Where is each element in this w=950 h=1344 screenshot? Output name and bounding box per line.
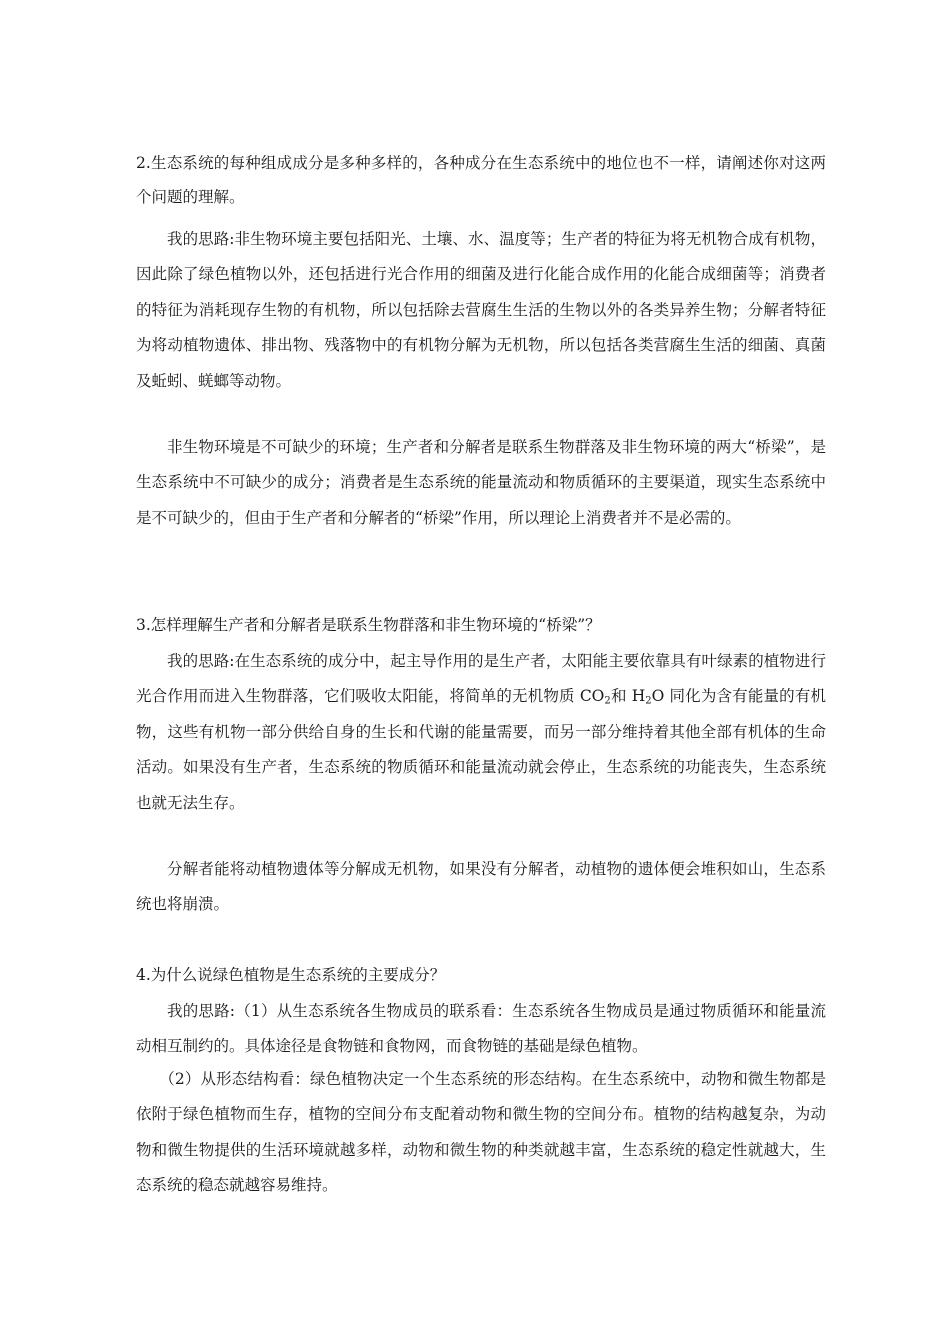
question-4-answer-paragraph-2: （2）从形态结构看：绿色植物决定一个生态系统的形态结构。在生态系统中，动物和微生物都是依附于绿色植物而生存，植物的空间分布支配着动物和微生物的空间分布。植物的结构越复杂，为动物和微生物提供的生活环境就越多样，动物和微生物的种类就越丰富，生态系统的稳定性就越大，生态系统的稳态就越容易维持。 [136, 1070, 826, 1195]
question-3-answer-paragraph-1 [136, 644, 826, 821]
question-2-title: 2.生态系统的每种组成成分是多种多样的，各种成分在生态系统中的地位也不一样，请阐述你对这两个问题的理解。 [136, 154, 826, 206]
q3-p1-text-before: 我的思路:在生态系统的成分中，起主导作用的是生产者，太阳能主要依靠具有叶绿素的植物进行光合作用而进入生物群落，它们吸收太阳能，将简单的无机物质 CO [136, 652, 826, 706]
question-4-title: 4.为什么说绿色植物是生态系统的主要成分？ [136, 966, 446, 984]
question-2-answer-paragraph-2: 非生物环境是不可缺少的环境；生产者和分解者是联系生物群落及非生物环境的两大“桥梁”，是生态系统中不可缺少的成分；消费者是生态系统的能量流动和物质循环的主要渠道，现实生态系统中是不可缺少的，但由于生产者和分解者的“桥梁”作用，所以理论上消费者并不是必需的。 [136, 438, 826, 527]
question-3-title: 3.怎样理解生产者和分解者是联系生物群落和非生物环境的“桥梁”？ [136, 616, 601, 634]
question-2-answer-paragraph-1: 我的思路:非生物环境主要包括阳光、土壤、水、温度等；生产者的特征为将无机物合成有机物，因此除了绿色植物以外，还包括进行光合作用的细菌及进行化能合成作用的化能合成细菌等；消费者的特征为消耗现存生物的有机物，所以包括除去营腐生生活的生物以外的各类异养生物；分解者特征为将动植物遗体、排出物、残落物中的有机物分解为无机物，所以包括各类营腐生生活的细菌、真菌及蚯蚓、蜣螂等动物。 [136, 230, 826, 390]
question-3-answer-paragraph-2: 分解者能将动植物遗体等分解成无机物，如果没有分解者，动植物的遗体便会堆积如山，生态系统也将崩溃。 [136, 860, 826, 914]
co2-subscript: 2 [604, 695, 611, 707]
q3-p1-text-mid: 和 H [610, 687, 646, 706]
h2o-subscript: 2 [645, 695, 652, 707]
q3-p1-text-after: O 同化为含有能量的有机物，这些有机物一部分供给自身的生长和代谢的能量需要，而另一部分维持着其他全部有机体的生命活动。如果没有生产者，生态系统的物质循环和能量流动就会停止，生态系统的功能丧失，生态系统也就无法生存。 [136, 687, 826, 812]
question-4-answer-paragraph-1: 我的思路:（1）从生态系统各生物成员的联系看：生态系统各生物成员是通过物质循环和能量流动相互制约的。具体途径是食物链和食物网，而食物链的基础是绿色植物。 [136, 1002, 826, 1056]
